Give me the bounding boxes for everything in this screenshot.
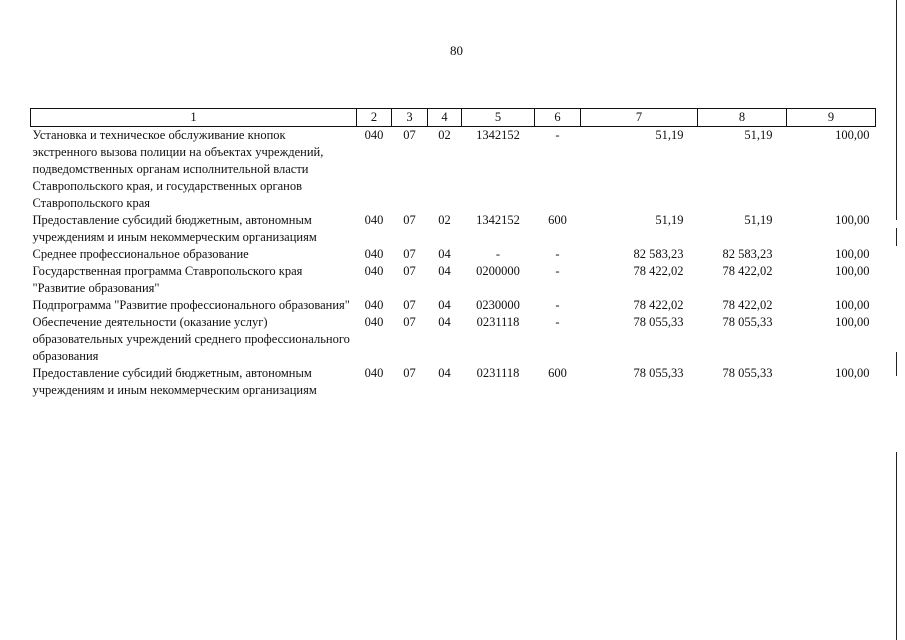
row-name: Предоставление субсидий бюджетным, автономным учреждениям и иным некоммерческим организациям xyxy=(32,366,317,397)
row-code-expense-type: - xyxy=(555,298,560,312)
row-code-subsection: 04 xyxy=(438,264,451,278)
row-code-subsection: 04 xyxy=(438,298,451,312)
row-code-target: 1342152 xyxy=(476,128,520,142)
scan-edge-line xyxy=(896,228,897,246)
page-number: 80 xyxy=(450,43,463,58)
row-code-ministry: 040 xyxy=(364,264,384,278)
row-percent: 100,00 xyxy=(835,366,870,380)
row-code-target: 0200000 xyxy=(476,264,520,278)
row-code-ministry: 040 xyxy=(364,315,384,329)
table-row xyxy=(31,212,876,246)
row-amount-planned: 78 055,33 xyxy=(633,315,684,329)
row-code-expense-type: 600 xyxy=(548,213,567,227)
row-code-subsection: 02 xyxy=(438,128,451,142)
row-code-subsection: 04 xyxy=(438,247,451,261)
column-header: 1 xyxy=(31,109,357,127)
row-code-target: 0231118 xyxy=(476,315,520,329)
row-code-section: 07 xyxy=(403,264,416,278)
scan-edge-line xyxy=(896,452,897,640)
column-header: 3 xyxy=(392,109,428,127)
row-amount-actual: 78 422,02 xyxy=(722,264,773,278)
row-percent: 100,00 xyxy=(835,247,870,261)
row-code-section: 07 xyxy=(403,213,416,227)
column-header: 2 xyxy=(357,109,392,127)
row-percent: 100,00 xyxy=(835,298,870,312)
row-code-ministry: 040 xyxy=(364,128,384,142)
table-row xyxy=(31,127,876,213)
row-code-target: 0231118 xyxy=(476,366,520,380)
row-code-ministry: 040 xyxy=(364,366,384,380)
row-amount-planned: 51,19 xyxy=(655,128,684,142)
table-row xyxy=(31,365,876,399)
row-amount-planned: 78 422,02 xyxy=(633,264,684,278)
column-header: 6 xyxy=(535,109,581,127)
row-code-ministry: 040 xyxy=(364,247,384,261)
row-amount-actual: 51,19 xyxy=(744,128,773,142)
table-row xyxy=(31,297,876,314)
row-name: Обеспечение деятельности (оказание услуг) образовательных учреждений среднего профессионального образования xyxy=(32,315,350,363)
row-percent: 100,00 xyxy=(835,264,870,278)
row-amount-planned: 51,19 xyxy=(655,213,684,227)
row-code-subsection: 04 xyxy=(438,315,451,329)
table-row xyxy=(31,314,876,365)
column-header: 5 xyxy=(462,109,535,127)
row-code-expense-type: - xyxy=(555,247,560,261)
row-name: Предоставление субсидий бюджетным, автономным учреждениям и иным некоммерческим организациям xyxy=(32,213,317,244)
row-code-target: 1342152 xyxy=(476,213,520,227)
row-name: Государственная программа Ставропольского края "Развитие образования" xyxy=(32,264,303,295)
row-code-expense-type: - xyxy=(555,264,560,278)
row-code-ministry: 040 xyxy=(364,213,384,227)
row-code-section: 07 xyxy=(403,298,416,312)
row-code-section: 07 xyxy=(403,247,416,261)
row-name: Подпрограмма "Развитие профессионального образования" xyxy=(32,298,350,312)
row-code-target: 0230000 xyxy=(476,298,520,312)
row-code-target: - xyxy=(495,247,501,261)
row-amount-actual: 82 583,23 xyxy=(722,247,773,261)
table-row xyxy=(31,263,876,297)
row-name: Среднее профессиональное образование xyxy=(32,247,249,261)
table-header xyxy=(31,109,876,127)
column-header: 4 xyxy=(428,109,462,127)
row-amount-actual: 51,19 xyxy=(744,213,773,227)
row-code-expense-type: 600 xyxy=(548,366,567,380)
row-amount-actual: 78 422,02 xyxy=(722,298,773,312)
column-header: 8 xyxy=(698,109,787,127)
header-row xyxy=(31,109,876,127)
row-code-expense-type: - xyxy=(555,315,560,329)
row-code-section: 07 xyxy=(403,366,416,380)
row-percent: 100,00 xyxy=(835,315,870,329)
scan-edge-line xyxy=(896,352,897,376)
row-percent: 100,00 xyxy=(835,128,870,142)
row-amount-planned: 78 422,02 xyxy=(633,298,684,312)
row-code-section: 07 xyxy=(403,128,416,142)
row-name: Установка и техническое обслуживание кнопок экстренного вызова полиции на объектах учреждений, подведомственных органам исполнительной власти Ставропольского края, и государственных органов Ставропольского края xyxy=(32,128,324,210)
table-row xyxy=(31,246,876,263)
budget-table xyxy=(30,108,876,399)
row-code-ministry: 040 xyxy=(364,298,384,312)
row-amount-actual: 78 055,33 xyxy=(722,366,773,380)
row-code-section: 07 xyxy=(403,315,416,329)
row-percent: 100,00 xyxy=(835,213,870,227)
scan-edge-line xyxy=(896,0,897,220)
column-header: 7 xyxy=(581,109,698,127)
row-code-expense-type: - xyxy=(555,128,560,142)
row-code-subsection: 04 xyxy=(438,366,451,380)
row-amount-planned: 82 583,23 xyxy=(633,247,684,261)
row-amount-actual: 78 055,33 xyxy=(722,315,773,329)
row-amount-planned: 78 055,33 xyxy=(633,366,684,380)
row-code-subsection: 02 xyxy=(438,213,451,227)
column-header: 9 xyxy=(787,109,876,127)
